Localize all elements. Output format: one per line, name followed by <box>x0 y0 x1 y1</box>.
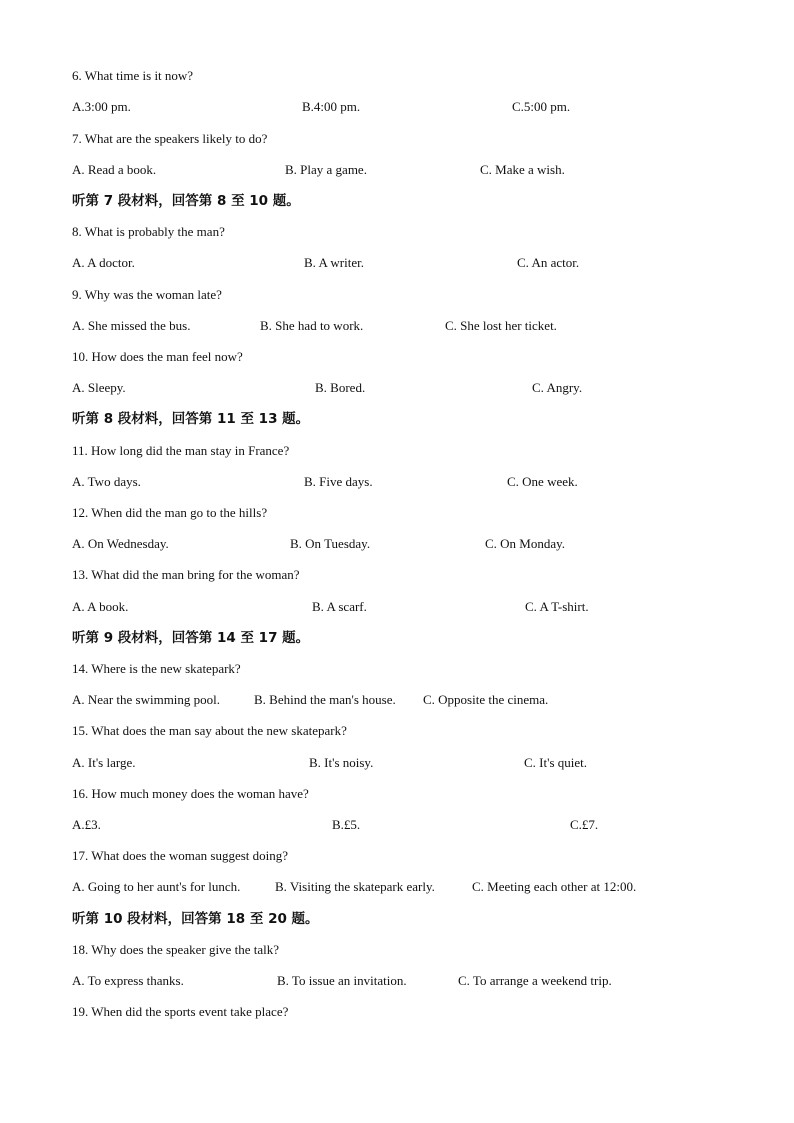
question-17: 17. What does the woman suggest doing? <box>72 848 289 863</box>
question-16: 16. How much money does the woman have? <box>72 786 309 801</box>
option-b[interactable]: B. A scarf. <box>312 599 367 614</box>
option-c[interactable]: C. One week. <box>507 474 578 489</box>
option-b[interactable]: B. It's noisy. <box>309 755 374 770</box>
option-a[interactable]: A.£3. <box>72 817 101 832</box>
option-b[interactable]: B. She had to work. <box>260 318 364 333</box>
option-a[interactable]: A. A book. <box>72 599 129 614</box>
option-b[interactable]: B. Behind the man's house. <box>254 692 396 707</box>
option-c[interactable]: C. On Monday. <box>485 536 566 551</box>
option-b[interactable]: B. Five days. <box>304 474 373 489</box>
option-a[interactable]: A. A doctor. <box>72 255 135 270</box>
option-a[interactable]: A.3:00 pm. <box>72 99 131 114</box>
option-c[interactable]: C. Meeting each other at 12:00. <box>472 879 637 894</box>
option-c[interactable]: C. Angry. <box>532 380 583 395</box>
question-9: 9. Why was the woman late? <box>72 287 222 302</box>
option-b[interactable]: B. On Tuesday. <box>290 536 371 551</box>
option-a[interactable]: A. To express thanks. <box>72 973 184 988</box>
option-c[interactable]: C. Opposite the cinema. <box>423 692 549 707</box>
question-19: 19. When did the sports event take place? <box>72 1004 289 1019</box>
question-13: 13. What did the man bring for the woman? <box>72 567 300 582</box>
option-c[interactable]: C.£7. <box>570 817 599 832</box>
option-b[interactable]: B. To issue an invitation. <box>277 973 407 988</box>
option-a[interactable]: A. She missed the bus. <box>72 318 191 333</box>
option-b[interactable]: B.£5. <box>332 817 361 832</box>
option-c[interactable]: C. To arrange a weekend trip. <box>458 973 612 988</box>
option-a[interactable]: A. Read a book. <box>72 162 157 177</box>
option-c[interactable]: C. It's quiet. <box>524 755 588 770</box>
option-a[interactable]: A. On Wednesday. <box>72 536 169 551</box>
question-11: 11. How long did the man stay in France? <box>72 443 290 458</box>
question-7: 7. What are the speakers likely to do? <box>72 131 268 146</box>
option-c[interactable]: C. A T-shirt. <box>525 599 589 614</box>
option-a[interactable]: A. It's large. <box>72 755 136 770</box>
section-header-9: 听第 9 段材料，回答第 14 至 17 题。 <box>72 630 310 646</box>
question-18: 18. Why does the speaker give the talk? <box>72 942 279 957</box>
option-a[interactable]: A. Going to her aunt's for lunch. <box>72 879 241 894</box>
question-10: 10. How does the man feel now? <box>72 349 243 364</box>
option-b[interactable]: B. A writer. <box>304 255 364 270</box>
option-b[interactable]: B. Visiting the skatepark early. <box>275 879 435 894</box>
option-a[interactable]: A. Two days. <box>72 474 141 489</box>
question-8: 8. What is probably the man? <box>72 224 225 239</box>
option-b[interactable]: B.4:00 pm. <box>302 99 361 114</box>
section-header-8: 听第 8 段材料，回答第 11 至 13 题。 <box>72 411 310 427</box>
option-c[interactable]: C.5:00 pm. <box>512 99 571 114</box>
question-12: 12. When did the man go to the hills? <box>72 505 268 520</box>
option-a[interactable]: A. Near the swimming pool. <box>72 692 221 707</box>
section-header-10: 听第 10 段材料，回答第 18 至 20 题。 <box>72 911 319 927</box>
option-c[interactable]: C. Make a wish. <box>480 162 565 177</box>
option-a[interactable]: A. Sleepy. <box>72 380 126 395</box>
option-b[interactable]: B. Play a game. <box>285 162 367 177</box>
option-c[interactable]: C. She lost her ticket. <box>445 318 557 333</box>
option-c[interactable]: C. An actor. <box>517 255 580 270</box>
question-14: 14. Where is the new skatepark? <box>72 661 241 676</box>
question-15: 15. What does the man say about the new skatepark? <box>72 723 347 738</box>
section-header-7: 听第 7 段材料，回答第 8 至 10 题。 <box>72 193 300 209</box>
question-6: 6. What time is it now? <box>72 68 194 83</box>
option-b[interactable]: B. Bored. <box>315 380 366 395</box>
